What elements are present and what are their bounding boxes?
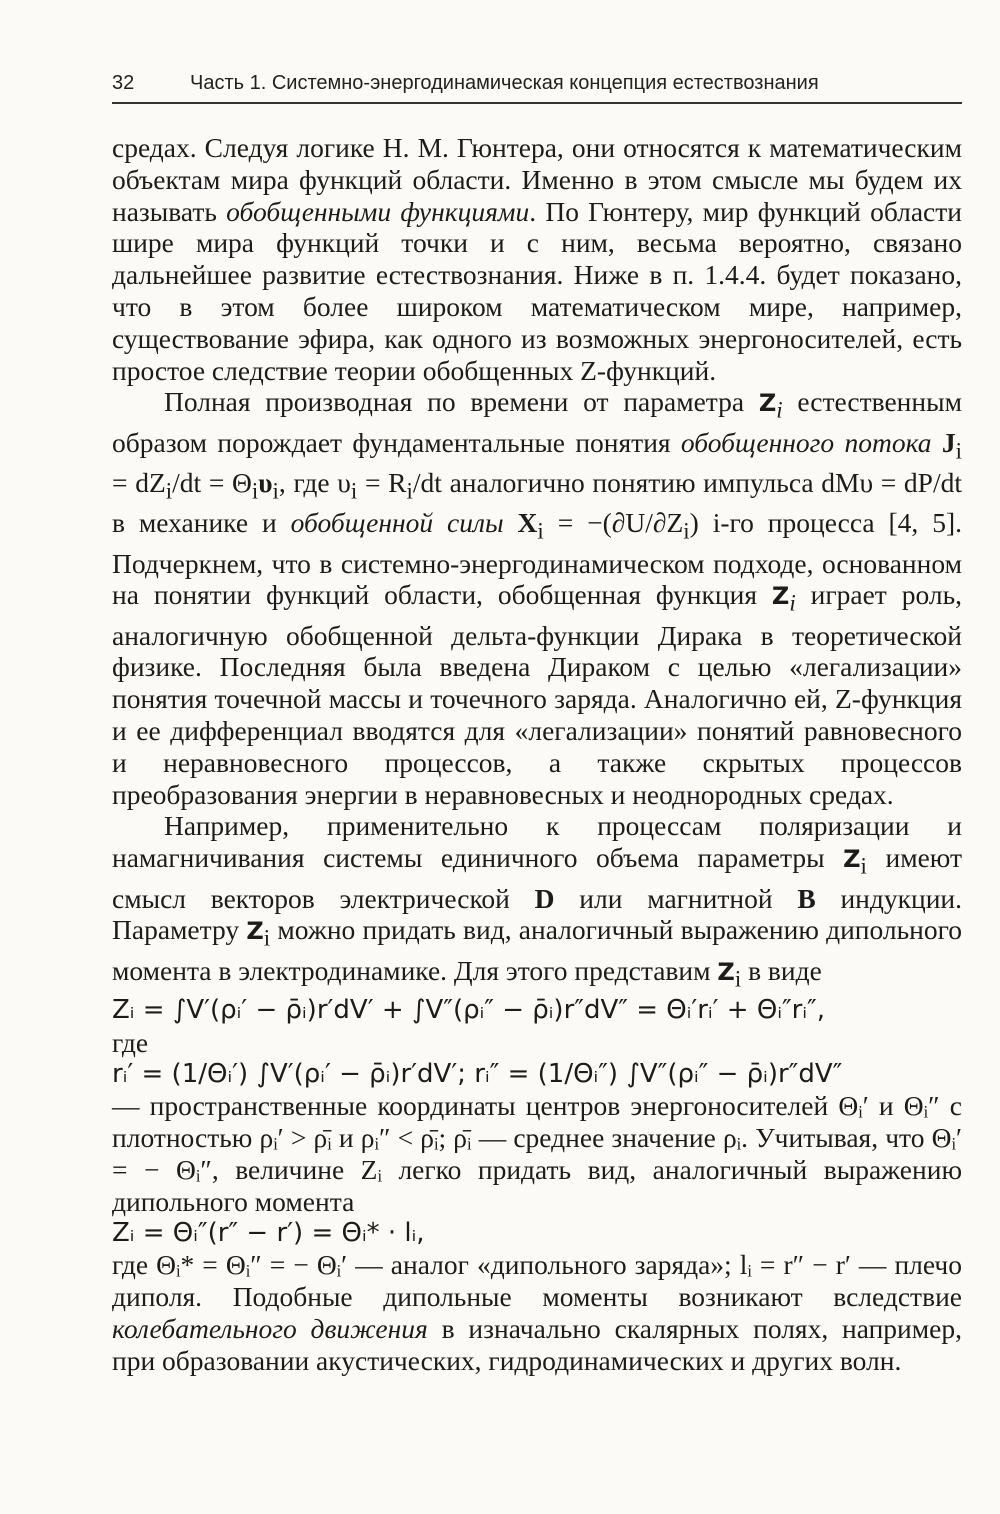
equation-3: Zᵢ = Θᵢ″(r″ − r′) = Θᵢ* · lᵢ, — [112, 1217, 425, 1248]
equation-1: Zᵢ = ∫V′(ρᵢ′ − ρ̄ᵢ)r′dV′ + ∫V″(ρᵢ″ − ρ̄ᵢ)r″dV″ = Θᵢ′rᵢ′ + Θᵢ″rᵢ″, — [112, 994, 825, 1025]
paragraph-2: Полная производная по времени от параметра $Z_i$ естественным образом порождает фундаментальные понятия обобщенного потока $J_i = dZ_i/dt = \Theta_i\upsilon_i$, где $\upsilon_i = R_i/dt$ аналогично понятию импульса dMυ = dP/dt в механике и обобщенной силы $X_i = -(\partial U/\partial Z_i)$ i-го процесса [4, 5]. Подчеркнем, что в системно-энергодинамическом подходе, основанном на понятии функций области, обобщенная функция $Z_i$ играет роль, аналогичную обобщенной дельта-функции Дирака в теоретической физике. Последняя была введена Дираком с целью «легализации» понятия точечной массы и точечного заряда. Аналогично ей, Z-функция и ее дифференциал вводятся для «легализации» понятий равновесного и неравновесного процессов, а также скрытых процессов преобразования энергии в неравновесных и неоднородных средах. — [112, 386, 963, 810]
running-title: Часть 1. Системно-энергодинамическая концепция естествознания — [190, 72, 819, 94]
emphasis: обобщенного потока — [680, 426, 932, 458]
running-header — [112, 72, 962, 95]
header-rule — [112, 102, 962, 104]
emphasis: обобщенной силы — [290, 507, 504, 539]
page-number: 32 — [112, 72, 135, 94]
equation-2: rᵢ′ = (1/Θᵢ′) ∫V′(ρᵢ′ − ρ̄ᵢ)r′dV′; rᵢ″ = (1/Θᵢ″) ∫V″(ρᵢ″ − ρ̄ᵢ)r″dV″ — [112, 1058, 843, 1089]
body-text — [112, 132, 962, 1376]
paragraph-3: Например, применительно к процессам поляризации и намагничивания системы единичного объема параметры $Z_i$ имеют смысл векторов электрической D или магнитной B индукции. Параметру $Z_i$ можно придать вид, аналогичный выражению дипольного момента в электродинамике. Для этого представим $Z_i$ в виде — [112, 810, 963, 992]
paragraph-5: где Θᵢ* = Θᵢ″ = − Θᵢ′ — аналог «дипольного заряда»; lᵢ = r″ − r′ — плечо диполя. Подобные дипольные моменты возникают вследствие колебательного движения в изначально скалярных полях, например, при образовании акустических, гидродинамических и других волн. — [112, 1249, 963, 1376]
paragraph-1: средах. Следуя логике Н. М. Гюнтера, они относятся к математическим объектам мира функций области. Именно в этом смысле мы будем их называть обобщенными функциями. По Гюнтеру, мир функций области шире мира функций точки и с ним, весьма вероятно, связано дальнейшее развитие естествознания. Ниже в п. 1.4.4. будет показано, что в этом более широком математическом мире, например, существование эфира, как одного из возможных энергоносителей, есть простое следствие теории обобщенных Z-функций. — [112, 132, 962, 386]
emphasis: обобщенными функциями — [226, 195, 530, 227]
emphasis: колебательного движения — [112, 1312, 428, 1344]
where-label: где — [112, 1026, 149, 1058]
paragraph-4: — пространственные координаты центров энергоносителей Θᵢ′ и Θᵢ″ с плотностью ρᵢ′ > ρ̄ᵢ и ρᵢ″ < ρ̄ᵢ; ρ̄ᵢ — среднее значение ρᵢ. Учитывая, что Θᵢ′ = − Θᵢ″, величине Zᵢ легко придать вид, аналогичный выражению дипольного момента — [112, 1090, 962, 1217]
